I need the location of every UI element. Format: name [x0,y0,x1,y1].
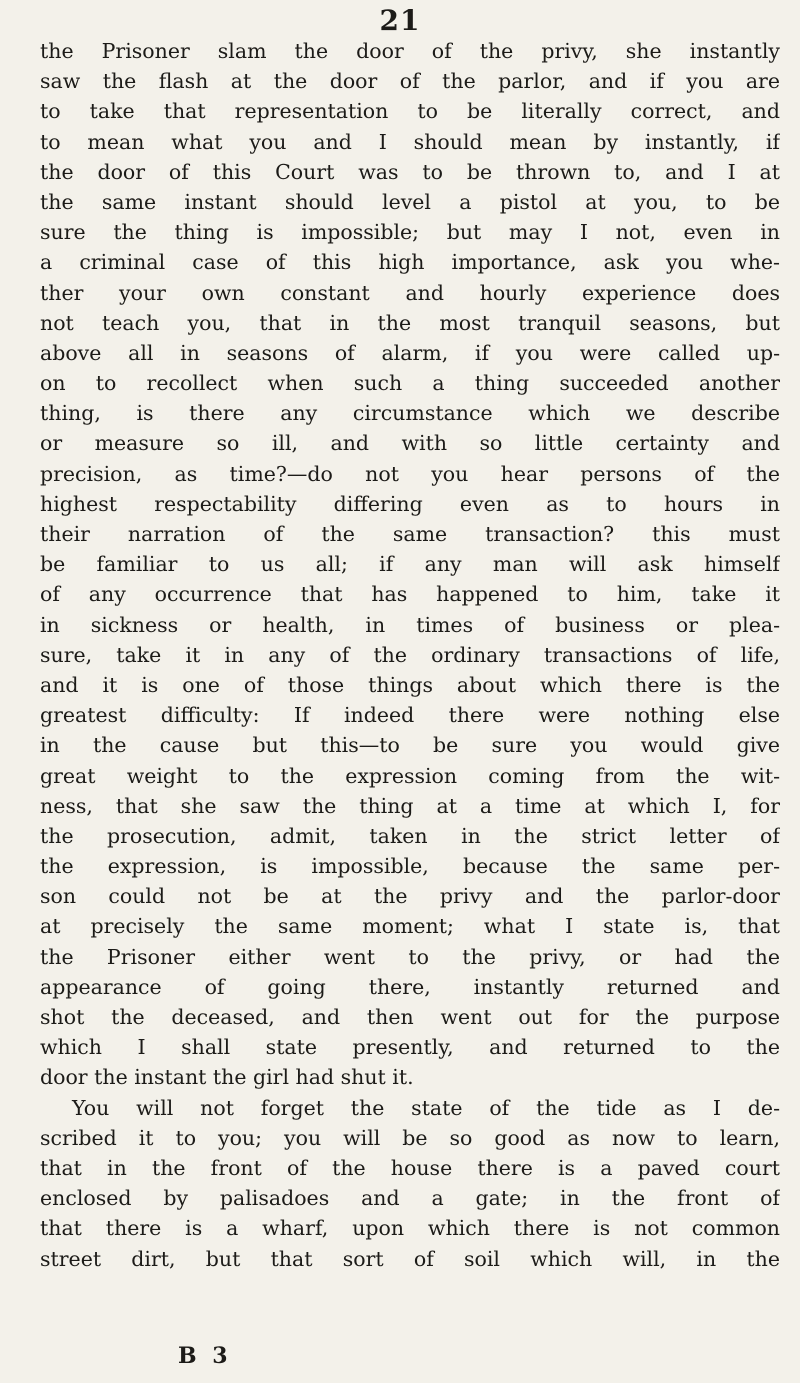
text-line: greatest difficulty: If indeed there were nothing else [40,703,780,728]
text-line: sure, take it in any of the ordinary transactions of life, [40,642,780,667]
text-line: not teach you, that in the most tranquil seasons, but [40,310,780,335]
text-line: door the instant the girl had shut it. [40,1065,414,1090]
text-line: thing, is there any circumstance which we describe [40,401,780,426]
text-line: precision, as time?—do not you hear persons of the [40,461,780,486]
text-line: in sickness or health, in times of business or plea- [40,612,780,637]
text-line: You will not forget the state of the tide as I de- [72,1095,780,1120]
text-line: son could not be at the privy and the parlor-door [40,884,780,909]
text-line: at precisely the same moment; what I state is, that [40,914,780,939]
text-line: the Prisoner either went to the privy, or had the [40,944,780,969]
body-text [40,36,780,1274]
text-line: in the cause but this—to be sure you would give [40,733,780,758]
text-line: great weight to the expression coming from the wit- [40,763,780,788]
text-line: to take that representation to be literally correct, and [40,99,780,124]
text-line: the door of this Court was to be thrown to, and I at [40,159,780,184]
text-line: enclosed by palisadoes and a gate; in the front of [40,1186,780,1211]
text-line: scribed it to you; you will be so good as now to learn, [40,1125,780,1150]
text-line: and it is one of those things about which there is the [40,672,780,697]
text-line: the prosecution, admit, taken in the strict letter of [40,823,780,848]
text-line: saw the flash at the door of the parlor, and if you are [40,69,780,94]
text-line: above all in seasons of alarm, if you were called up- [40,340,780,365]
text-line: highest respectability differing even as to hours in [40,491,780,516]
text-line: the same instant should level a pistol at you, to be [40,189,780,214]
text-line: of any occurrence that has happened to him, take it [40,582,780,607]
text-line: that in the front of the house there is a paved court [40,1155,780,1180]
text-line: a criminal case of this high importance, ask you whe- [40,250,780,275]
text-line: street dirt, but that sort of soil which will, in the [40,1246,780,1271]
text-line: ther your own constant and hourly experience does [40,280,780,305]
text-line: be familiar to us all; if any man will ask himself [40,552,780,577]
page-number: 21 [379,4,421,37]
text-line: on to recollect when such a thing succeeded another [40,371,780,396]
text-line: to mean what you and I should mean by instantly, if [40,129,780,154]
text-line: which I shall state presently, and returned to the [40,1035,780,1060]
text-line: the expression, is impossible, because the same per- [40,854,780,879]
signature-mark: B 3 [178,1343,232,1369]
text-line: their narration of the same transaction? this must [40,522,780,546]
text-line: sure the thing is impossible; but may I not, even in [40,220,780,245]
text-line: shot the deceased, and then went out for the purpose [40,1005,780,1029]
text-line: appearance of going there, instantly returned and [40,974,780,999]
text-line: or measure so ill, and with so little certainty and [40,431,780,456]
text-line: the Prisoner slam the door of the privy, she instantly [40,39,780,63]
text-line: that there is a wharf, upon which there is not common [40,1216,780,1241]
text-line: ness, that she saw the thing at a time at which I, for [40,793,780,818]
